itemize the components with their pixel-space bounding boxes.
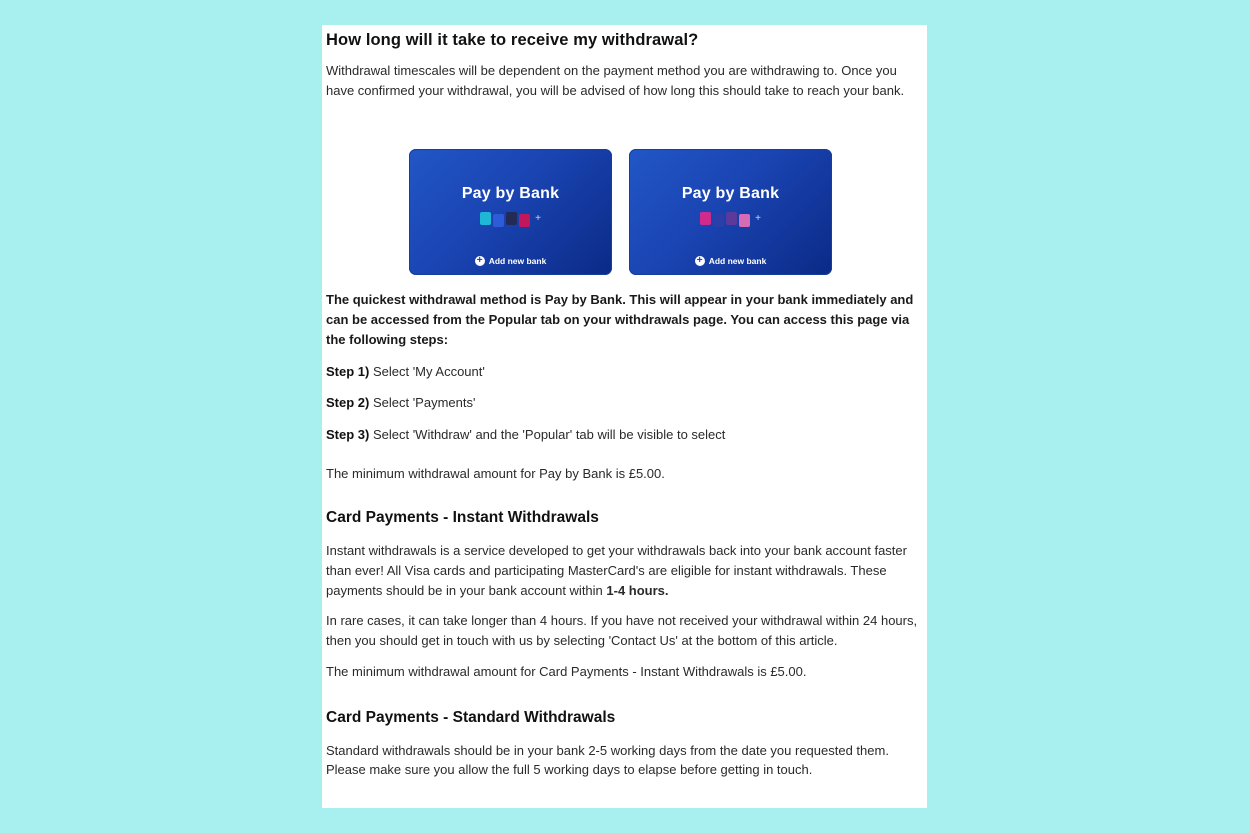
article-page bbox=[322, 25, 927, 808]
step-text: Select 'My Account' bbox=[369, 363, 485, 379]
step-label: Step 2) bbox=[326, 395, 370, 411]
step-label: Step 1) bbox=[326, 363, 370, 379]
instant-paragraph-1 bbox=[326, 541, 922, 600]
article-title: How long will it take to receive my withdrawal? bbox=[326, 31, 699, 49]
step-label: Step 3) bbox=[326, 426, 370, 442]
add-circle-icon: + bbox=[695, 256, 705, 266]
instant-time-bold: 1-4 hours. bbox=[606, 582, 669, 598]
bank-logos bbox=[629, 212, 832, 225]
bank-logo-icon bbox=[493, 214, 504, 227]
bank-logo-icon bbox=[480, 212, 491, 225]
step-text: Select 'Payments' bbox=[369, 395, 476, 411]
add-circle-icon: + bbox=[475, 256, 485, 266]
bank-logo-icon bbox=[726, 212, 737, 225]
bank-logo-icon bbox=[519, 214, 530, 227]
pay-by-bank-card-2 bbox=[629, 149, 832, 275]
bank-logo-icon bbox=[506, 212, 517, 225]
standard-paragraph-1: Standard withdrawals should be in your bank 2-5 working days from the date you requested them. Please make sure you allow the full 5 working days to elapse before getting in touch. bbox=[326, 742, 889, 778]
card-title: Pay by Bank bbox=[681, 185, 780, 203]
min-instant: The minimum withdrawal amount for Card Payments - Instant Withdrawals is £5.00. bbox=[326, 663, 807, 679]
add-new-bank-label bbox=[409, 256, 612, 266]
add-new-bank-text: Add new bank bbox=[708, 256, 767, 267]
plus-icon: + bbox=[755, 213, 761, 225]
step-2 bbox=[326, 393, 922, 413]
add-new-bank-text: Add new bank bbox=[488, 256, 547, 267]
bank-logo-icon bbox=[700, 212, 711, 225]
quickest-method-paragraph: The quickest withdrawal method is Pay by Bank. This will appear in your bank immediately and can be accessed from the Popular tab on your withdrawals page. You can access this page via the following steps: bbox=[326, 292, 914, 347]
add-new-bank-label bbox=[629, 256, 832, 266]
article-content bbox=[326, 25, 922, 780]
intro-paragraph: Withdrawal timescales will be dependent on the payment method you are withdrawing to. Once you have confirmed your withdrawal, you will be advised of how long this should take to reach your bank. bbox=[326, 63, 905, 98]
min-pay-by-bank: The minimum withdrawal amount for Pay by Bank is £5.00. bbox=[326, 465, 665, 481]
standard-withdrawals-heading: Card Payments - Standard Withdrawals bbox=[326, 708, 616, 726]
pay-by-bank-images bbox=[326, 149, 922, 277]
instant-paragraph-1-text: Instant withdrawals is a service developed to get your withdrawals back into your bank account faster than ever! All Visa cards and participating MasterCard's are eligible for instant withdrawals. These payments should be in your bank account within bbox=[326, 543, 907, 598]
step-3 bbox=[326, 425, 922, 445]
step-1 bbox=[326, 362, 922, 382]
bank-logo-icon bbox=[739, 214, 750, 227]
pay-by-bank-card-1 bbox=[409, 149, 612, 275]
instant-paragraph-2: In rare cases, it can take longer than 4 hours. If you have not received your withdrawal within 24 hours, then you should get in touch with us by selecting 'Contact Us' at the bottom of this article. bbox=[326, 613, 918, 649]
instant-withdrawals-heading: Card Payments - Instant Withdrawals bbox=[326, 509, 599, 527]
bank-logos bbox=[409, 212, 612, 225]
card-title: Pay by Bank bbox=[461, 185, 560, 203]
step-text: Select 'Withdraw' and the 'Popular' tab will be visible to select bbox=[369, 426, 726, 442]
bank-logo-icon bbox=[713, 214, 724, 227]
plus-icon: + bbox=[535, 213, 541, 225]
